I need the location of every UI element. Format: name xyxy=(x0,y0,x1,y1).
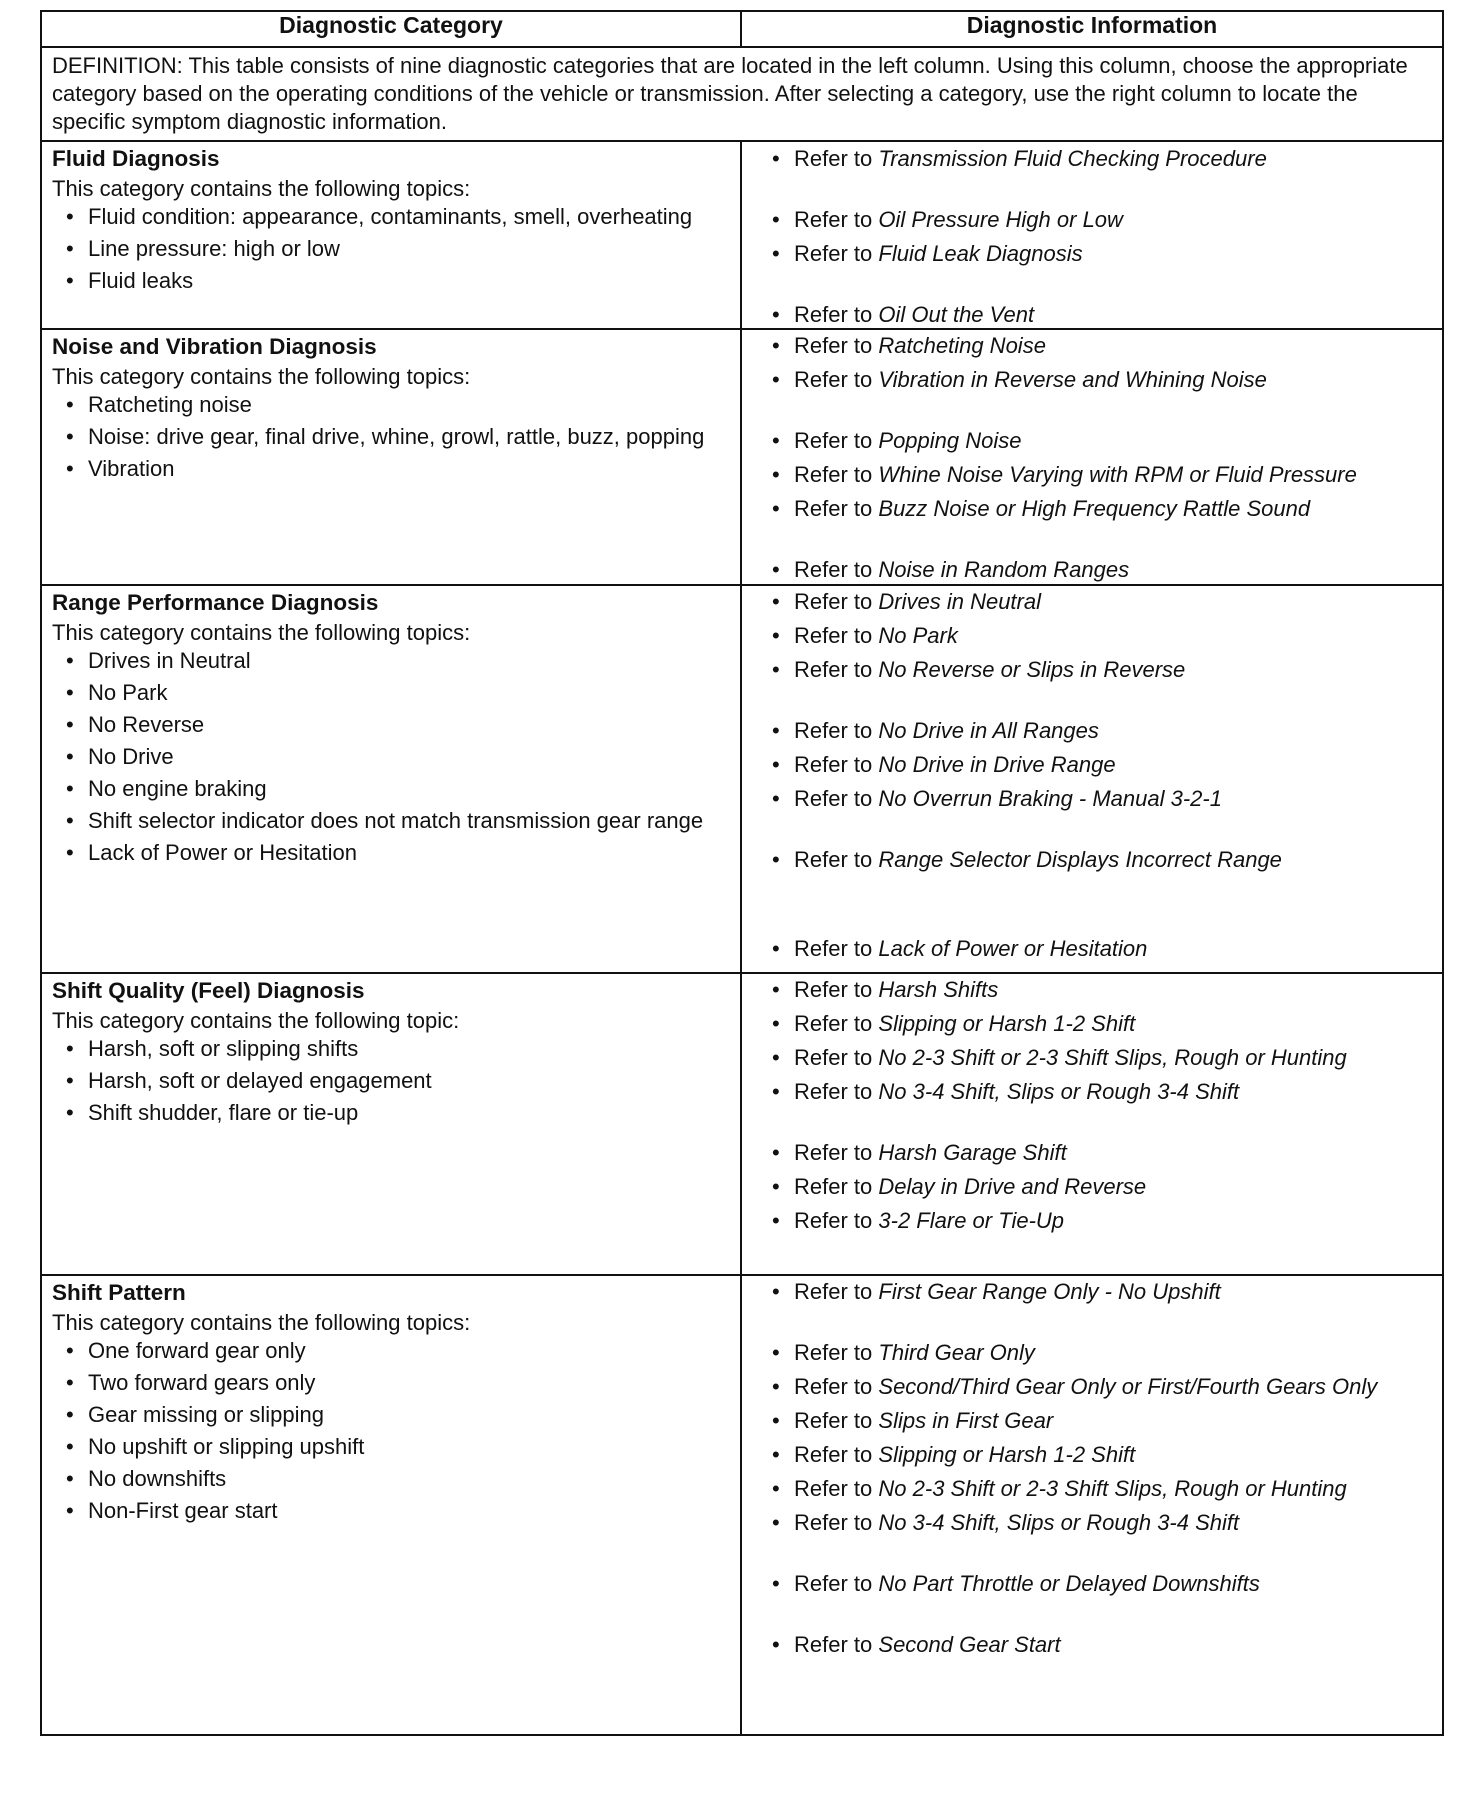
reference-target: Oil Out the Vent xyxy=(878,302,1035,327)
reference-cell xyxy=(741,141,1443,329)
reference-target: No Drive in All Ranges xyxy=(878,718,1099,743)
topic-item: • Vibration xyxy=(88,456,732,482)
refer-prefix: Refer to xyxy=(794,1408,873,1433)
reference-item xyxy=(794,1010,1432,1037)
reference-item xyxy=(794,1373,1432,1400)
topic-item: • No Drive xyxy=(88,744,732,770)
category-cell xyxy=(41,141,741,329)
reference-target: Harsh Garage Shift xyxy=(878,1140,1067,1165)
reference-item xyxy=(794,1139,1432,1166)
refer-prefix: Refer to xyxy=(794,1571,873,1596)
reference-target: No 2-3 Shift or 2-3 Shift Slips, Rough or Hunting xyxy=(878,1476,1347,1501)
refer-prefix: Refer to xyxy=(794,752,873,777)
topic-item: • No Reverse xyxy=(88,712,732,738)
reference-list xyxy=(758,976,1432,1234)
reference-target: Vibration in Reverse and Whining Noise xyxy=(878,367,1267,392)
reference-item xyxy=(794,145,1432,172)
reference-target: Oil Pressure High or Low xyxy=(878,207,1123,232)
reference-item xyxy=(794,1475,1432,1502)
refer-prefix: Refer to xyxy=(794,1632,873,1657)
reference-target: No Park xyxy=(878,623,958,648)
refer-prefix: Refer to xyxy=(794,428,873,453)
reference-list xyxy=(758,1278,1432,1658)
category-title: Range Performance Diagnosis xyxy=(52,590,379,615)
category-intro: This category contains the following topic: xyxy=(52,1008,460,1033)
category-cell xyxy=(41,1275,741,1735)
reference-item xyxy=(794,785,1432,812)
category-row-shift-pattern xyxy=(41,1275,1443,1735)
refer-prefix: Refer to xyxy=(794,146,873,171)
reference-target: No Reverse or Slips in Reverse xyxy=(878,657,1186,682)
refer-prefix: Refer to xyxy=(794,1140,873,1165)
reference-item xyxy=(794,1207,1432,1234)
definition-text: DEFINITION: This table consists of nine diagnostic categories that are located in the left column. Using this column, choose the appropriate category based on the operating conditions of the vehicle or transmission. After selecting a category, use the right column to locate the specific symptom diagnostic information. xyxy=(41,47,1443,141)
reference-target: No 3-4 Shift, Slips or Rough 3-4 Shift xyxy=(878,1079,1240,1104)
header-row xyxy=(41,11,1443,47)
reference-item xyxy=(794,366,1432,393)
reference-item xyxy=(794,1078,1432,1105)
reference-target: Slipping or Harsh 1-2 Shift xyxy=(878,1011,1136,1036)
refer-prefix: Refer to xyxy=(794,207,873,232)
reference-item xyxy=(794,717,1432,744)
reference-item xyxy=(794,1278,1432,1305)
reference-item xyxy=(794,495,1432,522)
reference-list xyxy=(758,588,1432,962)
refer-prefix: Refer to xyxy=(794,936,873,961)
category-cell xyxy=(41,973,741,1275)
topic-item: • Drives in Neutral xyxy=(88,648,732,674)
reference-item xyxy=(794,332,1432,359)
reference-target: Slipping or Harsh 1-2 Shift xyxy=(878,1442,1136,1467)
reference-target: Noise in Random Ranges xyxy=(878,557,1130,582)
refer-prefix: Refer to xyxy=(794,1510,873,1535)
refer-prefix: Refer to xyxy=(794,977,873,1002)
topic-item: • Lack of Power or Hesitation xyxy=(88,840,732,866)
topic-item: • One forward gear only xyxy=(88,1338,732,1364)
topic-list xyxy=(52,1036,732,1126)
refer-prefix: Refer to xyxy=(794,1340,873,1365)
reference-target: No 3-4 Shift, Slips or Rough 3-4 Shift xyxy=(878,1510,1240,1535)
refer-prefix: Refer to xyxy=(794,1476,873,1501)
category-cell xyxy=(41,329,741,585)
refer-prefix: Refer to xyxy=(794,1208,873,1233)
reference-target: Lack of Power or Hesitation xyxy=(878,936,1148,961)
topic-item: • Ratcheting noise xyxy=(88,392,732,418)
topic-item: • Line pressure: high or low xyxy=(88,236,732,262)
topic-item: • Non-First gear start xyxy=(88,1498,732,1524)
category-intro: This category contains the following topics: xyxy=(52,620,471,645)
refer-prefix: Refer to xyxy=(794,786,873,811)
reference-target: No Drive in Drive Range xyxy=(878,752,1116,777)
reference-cell xyxy=(741,329,1443,585)
reference-target: Third Gear Only xyxy=(878,1340,1035,1365)
refer-prefix: Refer to xyxy=(794,241,873,266)
topic-item: • Shift selector indicator does not match transmission gear range xyxy=(88,808,732,834)
reference-item xyxy=(794,935,1432,962)
reference-item xyxy=(794,1570,1432,1597)
topic-item: • Noise: drive gear, final drive, whine, growl, rattle, buzz, popping xyxy=(88,424,732,450)
topic-list xyxy=(52,392,732,482)
reference-item xyxy=(794,240,1432,267)
reference-list xyxy=(758,145,1432,328)
category-row-range xyxy=(41,585,1443,973)
reference-target: No Part Throttle or Delayed Downshifts xyxy=(878,1571,1260,1596)
reference-item xyxy=(794,622,1432,649)
refer-prefix: Refer to xyxy=(794,589,873,614)
header-diagnostic-category: Diagnostic Category xyxy=(41,11,741,47)
topic-list xyxy=(52,648,732,866)
reference-cell xyxy=(741,585,1443,973)
header-diagnostic-information: Diagnostic Information xyxy=(741,11,1443,47)
topic-item: • Shift shudder, flare or tie-up xyxy=(88,1100,732,1126)
reference-item xyxy=(794,1631,1432,1658)
reference-target: No 2-3 Shift or 2-3 Shift Slips, Rough or Hunting xyxy=(878,1045,1347,1070)
topic-item: • Two forward gears only xyxy=(88,1370,732,1396)
reference-list xyxy=(758,332,1432,583)
definition-row xyxy=(41,47,1443,141)
category-intro: This category contains the following topics: xyxy=(52,364,471,389)
topic-list xyxy=(52,1338,732,1524)
refer-prefix: Refer to xyxy=(794,496,873,521)
category-row-shift-quality xyxy=(41,973,1443,1275)
reference-target: First Gear Range Only - No Upshift xyxy=(878,1279,1221,1304)
reference-item xyxy=(794,1173,1432,1200)
reference-target: Fluid Leak Diagnosis xyxy=(878,241,1083,266)
reference-item xyxy=(794,1044,1432,1071)
reference-item xyxy=(794,751,1432,778)
topic-item: • No downshifts xyxy=(88,1466,732,1492)
category-cell xyxy=(41,585,741,973)
reference-target: Second/Third Gear Only or First/Fourth Gears Only xyxy=(878,1374,1378,1399)
refer-prefix: Refer to xyxy=(794,1011,873,1036)
category-row-fluid xyxy=(41,141,1443,329)
reference-cell xyxy=(741,973,1443,1275)
reference-item xyxy=(794,206,1432,233)
reference-target: Drives in Neutral xyxy=(878,589,1041,614)
refer-prefix: Refer to xyxy=(794,657,873,682)
refer-prefix: Refer to xyxy=(794,1279,873,1304)
refer-prefix: Refer to xyxy=(794,847,873,872)
category-title: Noise and Vibration Diagnosis xyxy=(52,334,377,359)
reference-item xyxy=(794,1509,1432,1536)
refer-prefix: Refer to xyxy=(794,333,873,358)
reference-target: Slips in First Gear xyxy=(878,1408,1054,1433)
category-title: Shift Quality (Feel) Diagnosis xyxy=(52,978,365,1003)
topic-list xyxy=(52,204,732,294)
topic-item: • Fluid leaks xyxy=(88,268,732,294)
refer-prefix: Refer to xyxy=(794,1079,873,1104)
reference-target: Buzz Noise or High Frequency Rattle Sound xyxy=(878,496,1311,521)
reference-target: Second Gear Start xyxy=(878,1632,1061,1657)
category-title: Fluid Diagnosis xyxy=(52,146,220,171)
reference-item xyxy=(794,301,1432,328)
reference-item xyxy=(794,846,1432,873)
category-intro: This category contains the following topics: xyxy=(52,1310,471,1335)
refer-prefix: Refer to xyxy=(794,302,873,327)
reference-target: Popping Noise xyxy=(878,428,1022,453)
diagnostic-table xyxy=(40,10,1444,1736)
topic-item: • No upshift or slipping upshift xyxy=(88,1434,732,1460)
topic-item: • Gear missing or slipping xyxy=(88,1402,732,1428)
reference-item xyxy=(794,461,1432,488)
reference-target: 3-2 Flare or Tie-Up xyxy=(878,1208,1065,1233)
reference-target: No Overrun Braking - Manual 3-2-1 xyxy=(878,786,1222,811)
reference-target: Harsh Shifts xyxy=(878,977,999,1002)
refer-prefix: Refer to xyxy=(794,718,873,743)
reference-target: Transmission Fluid Checking Procedure xyxy=(878,146,1267,171)
refer-prefix: Refer to xyxy=(794,1174,873,1199)
reference-target: Range Selector Displays Incorrect Range xyxy=(878,847,1282,872)
reference-item xyxy=(794,1407,1432,1434)
reference-cell xyxy=(741,1275,1443,1735)
reference-item xyxy=(794,1441,1432,1468)
refer-prefix: Refer to xyxy=(794,557,873,582)
reference-target: Delay in Drive and Reverse xyxy=(878,1174,1147,1199)
category-intro: This category contains the following topics: xyxy=(52,176,471,201)
reference-item xyxy=(794,976,1432,1003)
topic-item: • Fluid condition: appearance, contaminants, smell, overheating xyxy=(88,204,732,230)
refer-prefix: Refer to xyxy=(794,462,873,487)
topic-item: • Harsh, soft or delayed engagement xyxy=(88,1068,732,1094)
refer-prefix: Refer to xyxy=(794,623,873,648)
category-row-noise xyxy=(41,329,1443,585)
reference-item xyxy=(794,556,1432,583)
refer-prefix: Refer to xyxy=(794,367,873,392)
topic-item: • No Park xyxy=(88,680,732,706)
reference-item xyxy=(794,1339,1432,1366)
topic-item: • No engine braking xyxy=(88,776,732,802)
category-title: Shift Pattern xyxy=(52,1280,186,1305)
topic-item: • Harsh, soft or slipping shifts xyxy=(88,1036,732,1062)
reference-item xyxy=(794,427,1432,454)
reference-target: Ratcheting Noise xyxy=(878,333,1046,358)
refer-prefix: Refer to xyxy=(794,1374,873,1399)
reference-item xyxy=(794,656,1432,683)
refer-prefix: Refer to xyxy=(794,1442,873,1467)
reference-target: Whine Noise Varying with RPM or Fluid Pressure xyxy=(878,462,1357,487)
refer-prefix: Refer to xyxy=(794,1045,873,1070)
reference-item xyxy=(794,588,1432,615)
